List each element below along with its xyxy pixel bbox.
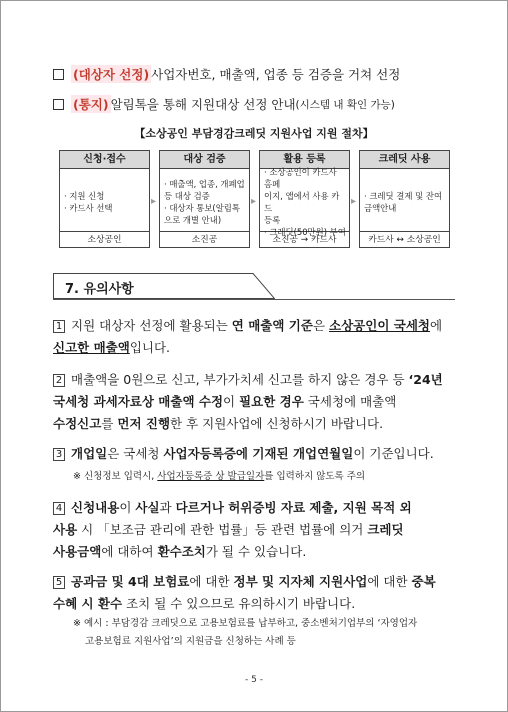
item-text: 정부 및 지자체 지원사업 — [233, 574, 368, 589]
arrow-right-icon: ▸ — [351, 196, 357, 207]
step-line: · 크레딧 결제 및 잔여 — [364, 190, 443, 201]
checkbox-square-icon — [53, 69, 64, 80]
item-text: 한 후 지원사업에 신청하시기 바랍니다. — [170, 416, 384, 431]
item-text: 에 — [429, 318, 443, 333]
bullet-text: 사업자번호, 매출액, 업종 등 검증을 거쳐 선정 — [151, 67, 401, 82]
section-divider — [53, 299, 455, 300]
item-text: 사업자등록증에 기재된 개업연월일 — [163, 446, 354, 461]
checkbox-square-icon — [53, 99, 64, 110]
arrow-right-icon: ▸ — [151, 196, 157, 207]
item-number: 1 — [53, 320, 65, 333]
step-body — [160, 169, 249, 232]
item-text: 국세청 과세자료상 매출액 수정 — [53, 394, 224, 409]
item-text: 필요한 경우 — [239, 394, 304, 409]
item-text: 입니다. — [129, 340, 171, 355]
step-body — [60, 169, 149, 232]
item-text: 이 기준입니다. — [353, 446, 434, 461]
note-text: ※ 예시 : 부담경감 크레딧으로 고용보험료를 납부하고, 중소벤처기업부의 ‘자영업자 — [73, 618, 418, 629]
item-number: 4 — [53, 502, 65, 515]
item-text: 에 대하여 — [101, 544, 158, 559]
step-line: · 지원 신청 — [64, 190, 105, 201]
bullet-selection — [53, 65, 400, 83]
item-text: 공과금 및 4대 보험료 — [71, 574, 190, 589]
step-line: 금액안내 — [364, 202, 397, 213]
bullet-tag: (통지) — [73, 97, 109, 112]
notice-item-5 — [53, 571, 459, 615]
bullet-text: 알림톡을 통해 지원대상 선정 안내 — [110, 97, 296, 112]
item-number: 2 — [53, 374, 65, 387]
item-text: 가 될 수 있습니다. — [205, 544, 307, 559]
item-text: 사용 — [53, 522, 78, 537]
item-text: 수혜 시 환수 — [53, 596, 123, 611]
step-line: 등록 — [264, 214, 281, 225]
step-line: · 대상자 통보(알림톡 — [164, 202, 240, 213]
step-line: 등 대상 검증 — [164, 190, 210, 201]
step-head: 크레딧 사용 — [360, 151, 449, 169]
item-text: 중복 — [411, 574, 436, 589]
item-text: 지원 대상자 선정에 활용되는 — [71, 318, 232, 333]
item-text: 과 — [159, 500, 176, 515]
step-foot: 카드사 ↔ 소상공인 — [368, 235, 441, 245]
item-text: 은 국세청 — [107, 446, 164, 461]
step-line: · 크레딧(50만원) 부여 — [264, 226, 346, 237]
item-number: 5 — [53, 576, 65, 589]
step-line: · 매출액, 업종, 개폐업 — [164, 178, 245, 189]
item-text: 수정신고 — [53, 416, 102, 431]
item-text: 이 — [119, 500, 136, 515]
notice-item-2 — [53, 369, 459, 435]
step-foot: 소진공 — [191, 235, 218, 245]
item-text: 소상공인이 국세청 — [329, 318, 430, 333]
item-text: 연 매출액 기준 — [231, 318, 313, 333]
procedure-step — [159, 150, 250, 248]
notice-item-4 — [53, 497, 459, 563]
item-text: 환수조치 — [157, 544, 206, 559]
note-text: ※ 신청정보 입력시, — [73, 471, 158, 482]
note-text: 를 입력하지 않도록 주의 — [264, 471, 366, 482]
step-foot: 소상공인 — [87, 235, 122, 245]
bullet-notice — [53, 95, 395, 113]
section-title: 7. 유의사항 — [65, 282, 134, 297]
item-text: 은 — [312, 318, 330, 333]
item-number: 3 — [53, 448, 65, 461]
procedure-step — [359, 150, 450, 248]
step-line: · 카드사 선택 — [64, 202, 113, 213]
bullet-note: (시스템 내 확인 가능) — [295, 98, 395, 111]
step-head: 활용 등록 — [260, 151, 349, 169]
item-text: 매출액을 0원으로 신고, 부가가치세 신고를 하지 않은 경우 등 — [71, 372, 409, 387]
item-text: 개업일 — [71, 446, 108, 461]
item-text: 다르거나 허위증빙 자료 제출, 지원 목적 외 — [175, 500, 412, 515]
item-text: 조치 될 수 있으므로 유의하시기 바랍니다. — [122, 596, 356, 611]
section-header — [53, 273, 275, 299]
notice-item-1 — [53, 315, 459, 359]
procedure-title: 【소상공인 부담경감크레딧 지원사업 지원 절차】 — [134, 127, 374, 140]
procedure-flow — [59, 150, 451, 248]
item-text: 에 대한 — [367, 574, 412, 589]
item-text: 크레딧 — [367, 522, 404, 537]
item-text: 먼저 진행 — [117, 416, 171, 431]
note-text: 고용보험료 지원사업’의 지원금을 신청하는 사례 등 — [85, 636, 296, 647]
step-head: 신청·접수 — [60, 151, 149, 169]
item-text: 이 — [223, 394, 240, 409]
item-text: 를 — [101, 416, 118, 431]
step-line: · 소상공인이 카드사 홈페 — [264, 166, 337, 189]
bullet-tag: (대상자 선정) — [73, 67, 150, 82]
item-text: 사용금액 — [53, 544, 102, 559]
notice-item-5-note — [73, 615, 455, 651]
notice-item-3-note — [73, 468, 455, 486]
procedure-step — [259, 150, 350, 248]
step-body — [260, 166, 349, 237]
item-text: 에 대한 — [189, 574, 234, 589]
step-body — [360, 169, 449, 232]
procedure-step — [59, 150, 150, 248]
item-text: 국세청에 매출액 — [303, 394, 397, 409]
step-foot: 소진공 → 카드사 — [272, 235, 337, 245]
notice-item-3 — [53, 443, 459, 465]
item-text: 사실 — [135, 500, 160, 515]
step-line: 으로 개별 안내) — [164, 214, 222, 225]
step-head: 대상 검증 — [160, 151, 249, 169]
arrow-right-icon: ▸ — [251, 196, 257, 207]
item-text: ‘24년 — [408, 372, 443, 387]
note-text: 사업자등록증 상 발급일자 — [157, 471, 265, 482]
item-text: 신고한 매출액 — [53, 340, 130, 355]
page-number: - 5 - — [245, 675, 263, 685]
step-line: 이지, 앱에서 사용 카드 — [264, 190, 340, 213]
item-text: 시 「보조금 관리에 관한 법률」등 관련 법률에 의거 — [77, 522, 368, 537]
item-text: 신청내용 — [71, 500, 120, 515]
